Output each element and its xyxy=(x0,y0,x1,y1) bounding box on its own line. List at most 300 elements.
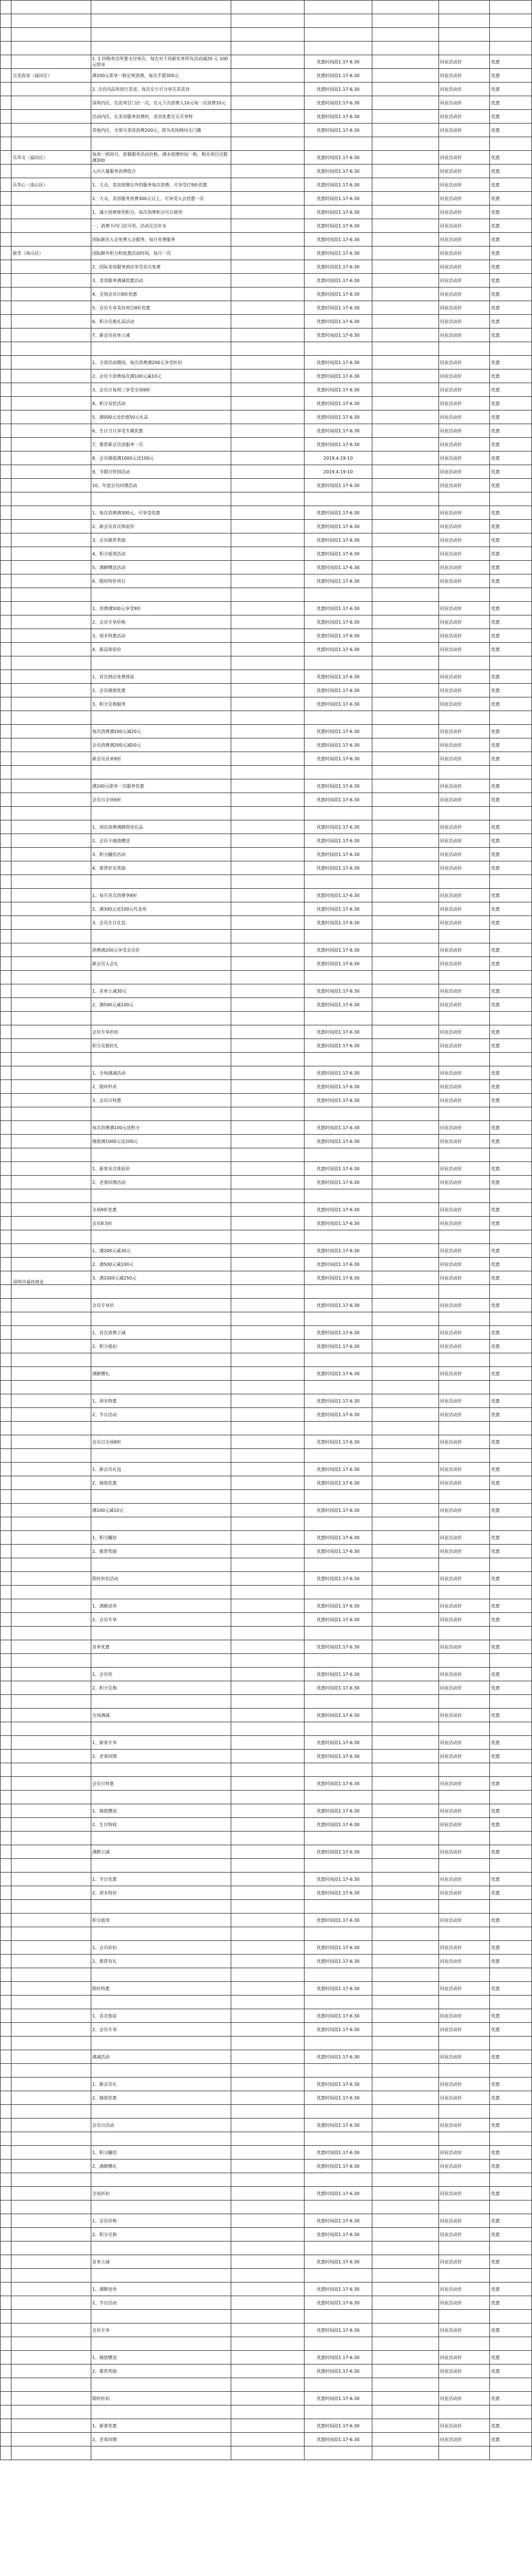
offer-cell: 2、节日活动 xyxy=(91,1408,231,1422)
blank-cell xyxy=(372,506,439,520)
type-cell xyxy=(490,1312,532,1326)
city-cell xyxy=(1,1094,11,1107)
type-cell xyxy=(490,1422,532,1435)
type-cell: 优惠 xyxy=(490,2282,532,2296)
status-cell: 同业活动价 xyxy=(439,1709,489,1722)
type-cell: 优惠 xyxy=(490,889,532,902)
city-cell xyxy=(1,1914,11,1927)
period-cell: 优惠时间段1.17-6.30 xyxy=(304,752,372,766)
blank-cell xyxy=(231,2392,305,2405)
blank-cell xyxy=(231,260,305,274)
type-cell: 优惠 xyxy=(490,1818,532,1832)
city-cell xyxy=(1,2378,11,2392)
merchant-cell xyxy=(11,206,91,219)
offer-cell: 会员8.5折 xyxy=(91,1217,231,1230)
table-row xyxy=(1,1012,532,1025)
blank-cell xyxy=(231,1463,305,1476)
type-cell: 优惠 xyxy=(490,957,532,971)
merchant-cell xyxy=(11,2269,91,2282)
merchant-cell xyxy=(11,779,91,793)
blank-cell xyxy=(372,533,439,547)
city-cell xyxy=(1,2078,11,2091)
blank-cell xyxy=(231,2105,305,2119)
offer-cell: 2、周末特价 xyxy=(91,1886,231,1900)
offer-cell: 5、满额赠送活动 xyxy=(91,561,231,574)
period-cell xyxy=(304,1422,372,1435)
period-cell xyxy=(304,1832,372,1845)
offer-cell: 4、新品体验价 xyxy=(91,643,231,656)
merchant-cell xyxy=(11,1955,91,1968)
offer-cell: 会员专享折扣 xyxy=(91,1025,231,1039)
merchant-cell xyxy=(11,2405,91,2419)
type-cell: 优惠 xyxy=(490,260,532,274)
blank-cell xyxy=(231,1203,305,1217)
type-cell: 优惠 xyxy=(490,383,532,397)
blank-cell xyxy=(372,2228,439,2241)
type-cell: 优惠 xyxy=(490,2091,532,2105)
period-cell: 优惠时间段1.17-6.30 xyxy=(304,670,372,684)
table-row xyxy=(1,2405,532,2419)
merchant-cell xyxy=(11,889,91,902)
blank-cell xyxy=(231,1791,305,1804)
table-row xyxy=(1,42,532,55)
table-row xyxy=(1,1230,532,1244)
type-cell: 优惠 xyxy=(490,615,532,629)
table-row xyxy=(1,124,532,137)
offer-cell xyxy=(91,1900,231,1914)
blank-cell xyxy=(372,124,439,137)
blank-cell xyxy=(231,2078,305,2091)
offer-cell xyxy=(91,875,231,889)
offer-cell: 2、大众，美容服务消费300元以上，可享受入会优惠一次 xyxy=(91,192,231,206)
merchant-cell xyxy=(11,1189,91,1203)
period-cell xyxy=(304,2269,372,2282)
table-row xyxy=(1,738,532,752)
merchant-cell xyxy=(11,1039,91,1053)
type-cell: 优惠 xyxy=(490,2433,532,2446)
blank-cell xyxy=(372,2392,439,2405)
table-row xyxy=(1,1914,532,1927)
blank-cell xyxy=(372,83,439,96)
period-cell: 优惠时间段1.17-6.30 xyxy=(304,697,372,711)
offer-cell: 满额赠礼 xyxy=(91,1367,231,1381)
period-cell: 优惠时间段1.17-6.30 xyxy=(304,1340,372,1353)
offer-cell: 新会员首单8折 xyxy=(91,752,231,766)
city-cell xyxy=(1,492,11,506)
period-cell xyxy=(304,2201,372,2214)
merchant-cell xyxy=(11,1,91,14)
city-cell xyxy=(1,902,11,916)
type-cell xyxy=(490,875,532,889)
city-cell xyxy=(1,574,11,588)
type-cell: 优惠 xyxy=(490,410,532,424)
offer-cell xyxy=(91,2405,231,2419)
offer-cell: 其他内区，全部可美容消费200元，即为美妆顾问无门槛 xyxy=(91,124,231,137)
status-cell: 同业活动价 xyxy=(439,1135,489,1148)
period-cell xyxy=(304,2310,372,2323)
blank-cell xyxy=(231,2009,305,2023)
status-cell xyxy=(439,14,489,28)
status-cell xyxy=(439,1627,489,1640)
type-cell: 优惠 xyxy=(490,178,532,192)
status-cell xyxy=(439,1053,489,1066)
city-cell xyxy=(1,1873,11,1886)
merchant-cell xyxy=(11,629,91,643)
period-cell: 优惠时间段1.17-6.30 xyxy=(304,55,372,69)
blank-cell xyxy=(231,1107,305,1121)
offer-cell: 2、会员专享 xyxy=(91,1613,231,1627)
type-cell: 优惠 xyxy=(490,1217,532,1230)
blank-cell xyxy=(231,725,305,738)
blank-cell xyxy=(372,301,439,315)
merchant-cell xyxy=(11,520,91,533)
offer-cell: 3、会员生日礼包 xyxy=(91,916,231,930)
status-cell xyxy=(439,1422,489,1435)
offer-cell: 2、满500元减100元 xyxy=(91,1258,231,1271)
type-cell: 优惠 xyxy=(490,1025,532,1039)
offer-cell: 会员专享价 xyxy=(91,1299,231,1312)
period-cell: 优惠时间段1.17-6.30 xyxy=(304,1176,372,1189)
offer-cell: 2、会员储值优惠 xyxy=(91,684,231,697)
table-row xyxy=(1,165,532,178)
status-cell xyxy=(439,342,489,356)
city-cell xyxy=(1,1244,11,1258)
merchant-cell xyxy=(11,2419,91,2433)
period-cell xyxy=(304,1791,372,1804)
merchant-cell xyxy=(11,260,91,274)
type-cell: 优惠 xyxy=(490,1463,532,1476)
period-cell: 优惠时间段1.17-6.30 xyxy=(304,998,372,1012)
period-cell: 优惠时间段1.17-6.30 xyxy=(304,1080,372,1094)
table-row xyxy=(1,1244,532,1258)
blank-cell xyxy=(231,1394,305,1408)
period-cell: 优惠时间段1.17-6.30 xyxy=(304,1162,372,1176)
city-cell xyxy=(1,752,11,766)
merchant-cell xyxy=(11,1504,91,1517)
table-row xyxy=(1,533,532,547)
merchant-cell xyxy=(11,1900,91,1914)
period-cell: 2019.4.19-10 xyxy=(304,451,372,465)
blank-cell xyxy=(231,28,305,42)
city-cell xyxy=(1,1340,11,1353)
offer-cell: 新会员入会礼 xyxy=(91,957,231,971)
offer-cell xyxy=(91,2269,231,2282)
blank-cell xyxy=(231,998,305,1012)
table-row xyxy=(1,342,532,356)
type-cell: 优惠 xyxy=(490,1572,532,1586)
table-row xyxy=(1,971,532,984)
table-row xyxy=(1,1599,532,1613)
status-cell: 同业活动价 xyxy=(439,1121,489,1135)
blank-cell xyxy=(231,2310,305,2323)
city-cell xyxy=(1,1121,11,1135)
blank-cell xyxy=(372,643,439,656)
blank-cell xyxy=(372,2132,439,2146)
period-cell xyxy=(304,656,372,670)
status-cell: 同业活动价 xyxy=(439,1941,489,1955)
city-cell xyxy=(1,356,11,369)
type-cell xyxy=(490,1859,532,1873)
offer-cell: 5、会员专享美容项目8折优惠 xyxy=(91,301,231,315)
blank-cell xyxy=(231,902,305,916)
type-cell: 优惠 xyxy=(490,2323,532,2337)
merchant-cell xyxy=(11,1968,91,1982)
merchant-cell xyxy=(11,2337,91,2351)
table-row xyxy=(1,1476,532,1490)
city-cell xyxy=(1,1804,11,1818)
blank-cell xyxy=(231,287,305,301)
offer-cell: 国际新店入会免费入会服务，每月免费服务 xyxy=(91,233,231,247)
offer-cell: 1、大众，美容按摩以外的服务每次消费，可享受打9折优惠 xyxy=(91,178,231,192)
period-cell xyxy=(304,1449,372,1463)
status-cell xyxy=(439,807,489,820)
period-cell: 优惠时间段1.17-6.30 xyxy=(304,397,372,410)
city-cell xyxy=(1,438,11,451)
status-cell: 同业活动价 xyxy=(439,69,489,83)
type-cell xyxy=(490,1695,532,1709)
blank-cell xyxy=(372,2105,439,2119)
type-cell: 优惠 xyxy=(490,1094,532,1107)
table-row xyxy=(1,1681,532,1695)
city-cell xyxy=(1,69,11,83)
status-cell: 同业活动价 xyxy=(439,287,489,301)
status-cell: 同业活动价 xyxy=(439,451,489,465)
status-cell xyxy=(439,1,489,14)
table-row xyxy=(1,779,532,793)
merchant-cell xyxy=(11,766,91,779)
city-cell xyxy=(1,2351,11,2364)
blank-cell xyxy=(231,1968,305,1982)
status-cell: 同业活动价 xyxy=(439,1094,489,1107)
city-cell xyxy=(1,697,11,711)
table-row xyxy=(1,110,532,124)
status-cell: 同业活动价 xyxy=(439,752,489,766)
city-cell xyxy=(1,2323,11,2337)
table-row xyxy=(1,1449,532,1463)
type-cell: 优惠 xyxy=(490,1271,532,1285)
city-cell xyxy=(1,1859,11,1873)
blank-cell xyxy=(231,1517,305,1531)
status-cell: 同业活动价 xyxy=(439,1668,489,1681)
blank-cell xyxy=(372,1695,439,1709)
period-cell: 优惠时间段1.17-6.30 xyxy=(304,1681,372,1695)
merchant-cell xyxy=(11,875,91,889)
period-cell xyxy=(304,42,372,55)
type-cell: 优惠 xyxy=(490,752,532,766)
city-cell xyxy=(1,28,11,42)
table-row xyxy=(1,820,532,834)
table-row xyxy=(1,1927,532,1941)
type-cell xyxy=(490,2173,532,2187)
status-cell: 同业活动价 xyxy=(439,356,489,369)
merchant-cell xyxy=(11,2364,91,2378)
blank-cell xyxy=(372,1859,439,1873)
offer-cell: 1、新客专享 xyxy=(91,1736,231,1750)
blank-cell xyxy=(231,1066,305,1080)
city-cell xyxy=(1,1668,11,1681)
city-cell xyxy=(1,1463,11,1476)
merchant-cell xyxy=(11,287,91,301)
period-cell xyxy=(304,1012,372,1025)
period-cell xyxy=(304,1517,372,1531)
blank-cell xyxy=(231,1217,305,1230)
offer-cell: 入内大量服务消费组合 xyxy=(91,165,231,178)
blank-cell xyxy=(372,2009,439,2023)
city-cell xyxy=(1,1681,11,1695)
type-cell: 优惠 xyxy=(490,793,532,807)
merchant-cell xyxy=(11,1709,91,1722)
blank-cell xyxy=(231,315,305,328)
offer-cell: 深圳内区，在此项目门店一次，在元下次消费入10元每一次消费10元 xyxy=(91,96,231,110)
merchant-cell xyxy=(11,1818,91,1832)
status-cell: 同业活动价 xyxy=(439,1818,489,1832)
type-cell: 优惠 xyxy=(490,2351,532,2364)
period-cell: 优惠时间段1.17-6.30 xyxy=(304,383,372,397)
offer-cell: 会员专享 xyxy=(91,2323,231,2337)
blank-cell xyxy=(231,274,305,287)
period-cell: 优惠时间段1.17-6.30 xyxy=(304,124,372,137)
blank-cell xyxy=(372,1121,439,1135)
merchant-cell xyxy=(11,192,91,206)
blank-cell xyxy=(372,1968,439,1982)
city-cell xyxy=(1,1504,11,1517)
table-row xyxy=(1,752,532,766)
blank-cell xyxy=(372,861,439,875)
status-cell: 同业活动价 xyxy=(439,178,489,192)
blank-cell xyxy=(372,287,439,301)
status-cell xyxy=(439,137,489,151)
type-cell: 优惠 xyxy=(490,984,532,998)
blank-cell xyxy=(231,1586,305,1599)
status-cell: 同业活动价 xyxy=(439,615,489,629)
type-cell xyxy=(490,1381,532,1394)
blank-cell xyxy=(231,766,305,779)
merchant-cell xyxy=(11,1750,91,1763)
blank-cell xyxy=(372,1886,439,1900)
table-row xyxy=(1,1148,532,1162)
city-cell xyxy=(1,1791,11,1804)
status-cell: 同业活动价 xyxy=(439,1435,489,1449)
city-cell xyxy=(1,1080,11,1094)
type-cell: 优惠 xyxy=(490,2187,532,2201)
city-cell xyxy=(1,848,11,861)
city-cell xyxy=(1,2173,11,2187)
offer-cell xyxy=(91,2446,231,2460)
city-cell xyxy=(1,110,11,124)
period-cell xyxy=(304,2337,372,2351)
period-cell xyxy=(304,1859,372,1873)
city-cell xyxy=(1,547,11,561)
blank-cell xyxy=(231,301,305,315)
blank-cell xyxy=(231,1845,305,1859)
period-cell: 优惠时间段1.17-6.30 xyxy=(304,820,372,834)
blank-cell xyxy=(231,1176,305,1189)
blank-cell xyxy=(231,2146,305,2160)
city-cell xyxy=(1,42,11,55)
period-cell: 优惠时间段1.17-6.30 xyxy=(304,1435,372,1449)
table-row xyxy=(1,1504,532,1517)
status-cell: 同业活动价 xyxy=(439,848,489,861)
blank-cell xyxy=(372,2446,439,2460)
table-row xyxy=(1,1955,532,1968)
blank-cell xyxy=(231,397,305,410)
status-cell: 同业活动价 xyxy=(439,902,489,916)
period-cell: 优惠时间段1.17-6.30 xyxy=(304,1845,372,1859)
table-row xyxy=(1,1832,532,1845)
type-cell xyxy=(490,1832,532,1845)
status-cell xyxy=(439,1189,489,1203)
table-row xyxy=(1,1053,532,1066)
type-cell: 优惠 xyxy=(490,697,532,711)
blank-cell xyxy=(372,2214,439,2228)
offer-cell: 1、满额送券 xyxy=(91,1599,231,1613)
blank-cell xyxy=(231,55,305,69)
table-row xyxy=(1,233,532,247)
blank-cell xyxy=(231,356,305,369)
blank-cell xyxy=(231,1777,305,1791)
blank-cell xyxy=(372,725,439,738)
type-cell xyxy=(490,342,532,356)
period-cell: 优惠时间段1.17-6.30 xyxy=(304,615,372,629)
merchant-cell xyxy=(11,1668,91,1681)
type-cell: 优惠 xyxy=(490,520,532,533)
city-cell xyxy=(1,2446,11,2460)
period-cell: 优惠时间段1.17-6.30 xyxy=(304,943,372,957)
period-cell: 优惠时间段1.17-6.30 xyxy=(304,479,372,492)
table-row xyxy=(1,1340,532,1353)
table-row xyxy=(1,1258,532,1271)
table-row xyxy=(1,1176,532,1189)
blank-cell xyxy=(372,410,439,424)
blank-cell xyxy=(372,1558,439,1572)
merchant-cell xyxy=(11,397,91,410)
period-cell xyxy=(304,1053,372,1066)
table-row xyxy=(1,957,532,971)
blank-cell xyxy=(372,28,439,42)
table-row xyxy=(1,861,532,875)
period-cell: 优惠时间段1.17-6.30 xyxy=(304,2228,372,2241)
blank-cell xyxy=(231,2064,305,2078)
table-row xyxy=(1,301,532,315)
type-cell: 优惠 xyxy=(490,55,532,69)
city-cell xyxy=(1,943,11,957)
blank-cell xyxy=(372,1763,439,1777)
status-cell: 同业活动价 xyxy=(439,889,489,902)
table-row xyxy=(1,916,532,930)
type-cell xyxy=(490,807,532,820)
blank-cell xyxy=(231,2337,305,2351)
blank-cell xyxy=(231,206,305,219)
table-row xyxy=(1,1408,532,1422)
period-cell xyxy=(304,1654,372,1668)
table-row xyxy=(1,807,532,820)
period-cell xyxy=(304,2241,372,2255)
offer-cell: 2、会员专享价格 xyxy=(91,615,231,629)
offer-cell: 2、限时秒杀 xyxy=(91,1080,231,1094)
type-cell xyxy=(490,1927,532,1941)
blank-cell xyxy=(372,1449,439,1463)
status-cell xyxy=(439,1558,489,1572)
blank-cell xyxy=(231,793,305,807)
status-cell: 同业活动价 xyxy=(439,410,489,424)
status-cell: 同业活动价 xyxy=(439,2296,489,2310)
type-cell: 优惠 xyxy=(490,738,532,752)
table-row xyxy=(1,356,532,369)
blank-cell xyxy=(231,2433,305,2446)
status-cell xyxy=(439,1490,489,1504)
city-cell xyxy=(1,1763,11,1777)
blank-cell xyxy=(372,588,439,602)
